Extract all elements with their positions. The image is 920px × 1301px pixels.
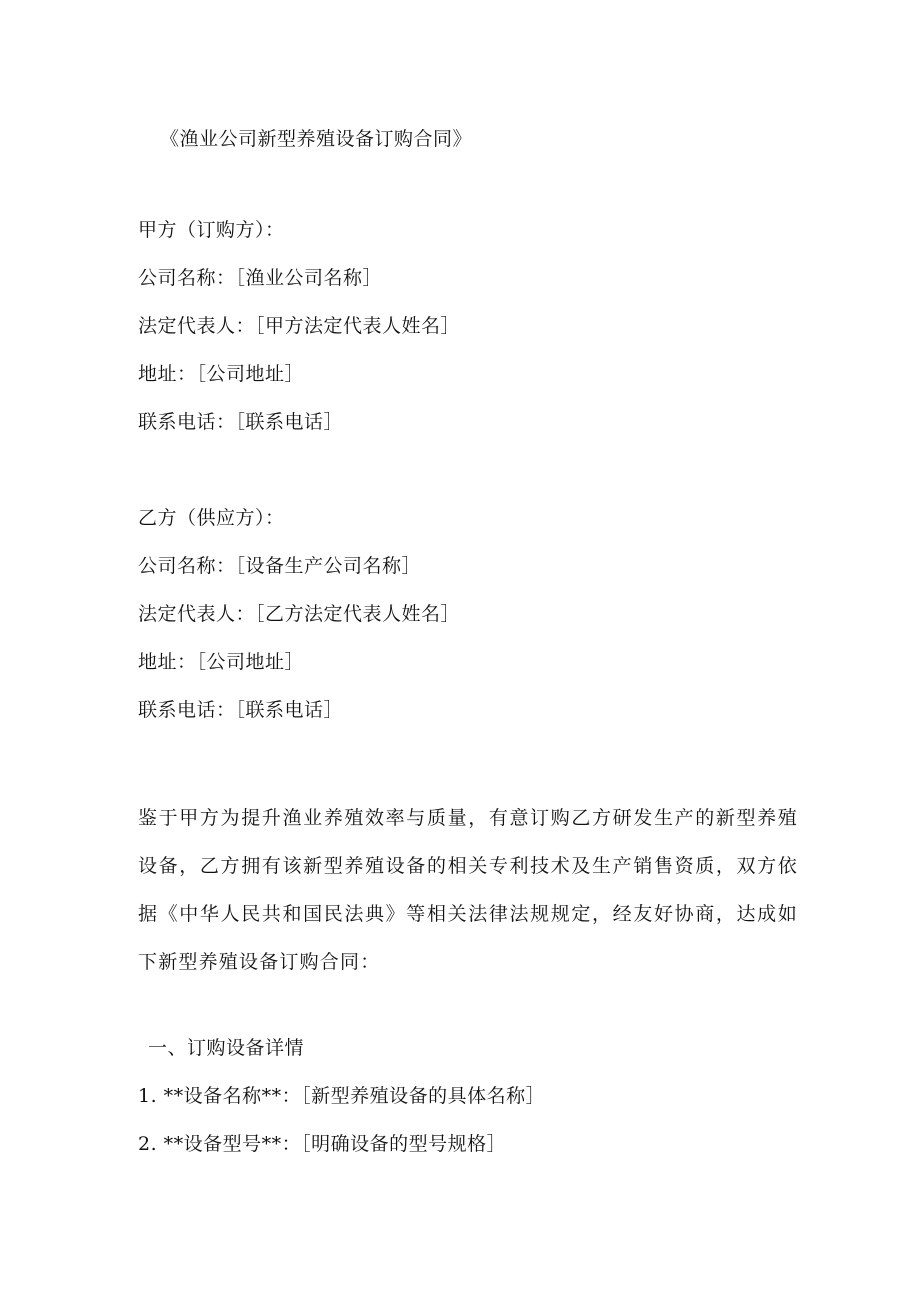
party-b-phone: 联系电话：［联系电话］ bbox=[138, 699, 344, 721]
party-b-address: 地址：［公司地址］ bbox=[138, 651, 305, 673]
party-a-phone: 联系电话：［联系电话］ bbox=[138, 411, 344, 433]
party-b-representative: 法定代表人：［乙方法定代表人姓名］ bbox=[138, 603, 461, 625]
party-b-heading: 乙方（供应方）： bbox=[138, 507, 285, 529]
section-1-heading: 一、订购设备详情 bbox=[148, 1037, 305, 1059]
party-a-company: 公司名称：［渔业公司名称］ bbox=[138, 267, 383, 289]
party-a-heading: 甲方（订购方）： bbox=[138, 219, 285, 241]
preamble-paragraph: 鉴于甲方为提升渔业养殖效率与质量，有意订购乙方研发生产的新型养殖设备，乙方拥有该新型养殖设备的相关专利技术及生产销售资质，双方依据《中华人民共和国民法典》等相关法律法规规定，经友好协商，达成如下新型养殖设备订购合同： bbox=[138, 807, 798, 973]
party-a-representative: 法定代表人：［甲方法定代表人姓名］ bbox=[138, 315, 461, 337]
party-b-company: 公司名称：［设备生产公司名称］ bbox=[138, 555, 422, 577]
section-1-item: 2. **设备型号**：［明确设备的型号规格］ bbox=[138, 1133, 507, 1155]
document-title: 《渔业公司新型养殖设备订购合同》 bbox=[160, 128, 473, 150]
party-a-address: 地址：［公司地址］ bbox=[138, 363, 305, 385]
section-1-item: 1. **设备名称**：［新型养殖设备的具体名称］ bbox=[138, 1085, 546, 1107]
